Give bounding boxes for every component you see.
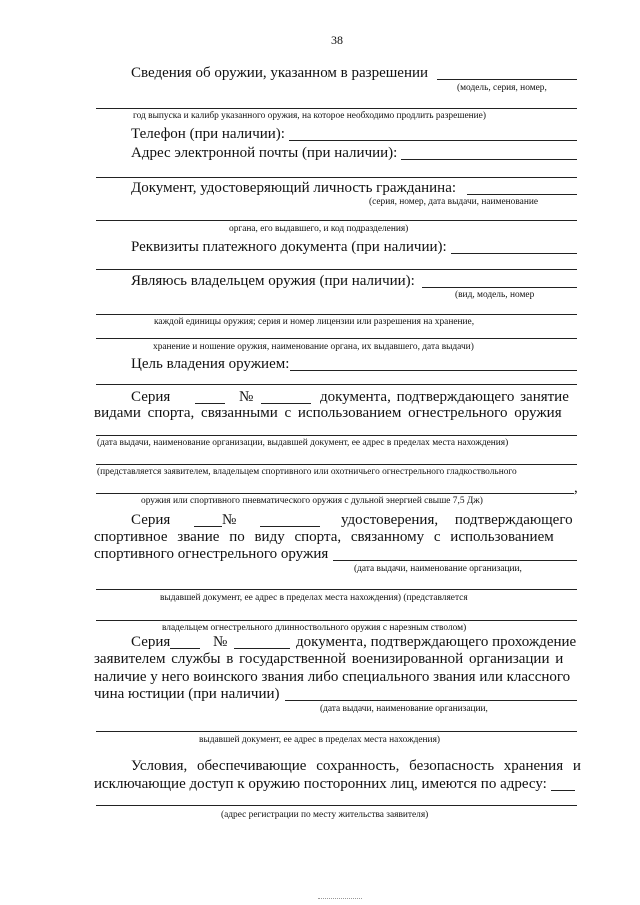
sports-doc-comma: , [574,480,578,496]
sports-rank-number-label: № [222,512,237,528]
sports-rank-hint-3: владельцем огнестрельного длинноствольного оружия с нарезным стволом) [162,623,467,633]
sports-rank-seria-field[interactable] [194,526,222,527]
sports-doc-field[interactable] [96,435,577,436]
sports-rank-field-3[interactable] [96,620,577,621]
sports-rank-text-3: спортивного огнестрельного оружия [94,546,329,562]
weapon-info-hint-2: год выпуска и калибр указанного оружия, на которое необходимо продлить разрешение) [133,111,486,121]
scan-artifact-line [318,898,362,899]
sports-rank-field-2[interactable] [96,589,577,590]
service-doc-seria-field[interactable] [170,648,200,649]
sports-rank-seria-label: Серия [131,512,171,528]
sports-doc-hint-3: оружия или спортивного пневматического оружия с дульной энергией свыше 7,5 Дж) [141,496,483,506]
weapon-owner-hint-3: хранение и ношение оружия, наименование органа, их выдавшего, дата выдачи) [153,342,474,352]
sports-doc-number-label: № [239,389,254,405]
sports-doc-text-2: видами спорта, связанными с использованием огнестрельного оружия [94,405,562,421]
weapon-info-field-2[interactable] [96,108,577,109]
service-doc-number-field[interactable] [234,648,290,649]
phone-label: Телефон (при наличии): [131,126,285,142]
ownership-purpose-field-2[interactable] [96,384,577,385]
sports-doc-hint-1: (дата выдачи, наименование организации, выдавшей документ, ее адрес в пределах места нахождения) [97,438,509,448]
weapon-owner-hint-2: каждой единицы оружия; серия и номер лицензии или разрешения на хранение, [154,317,475,327]
sports-rank-text-1: удостоверения, подтверждающего [341,512,573,528]
service-doc-hint-2: выдавшей документ, ее адрес в пределах места нахождения) [199,735,440,745]
weapon-info-label: Сведения об оружии, указанном в разрешении [131,65,429,81]
sports-rank-number-field[interactable] [260,526,320,527]
ownership-purpose-field[interactable] [290,370,577,371]
sports-rank-text-2: спортивное звание по виду спорта, связанному с использованием [94,529,554,545]
weapon-info-hint-1: (модель, серия, номер, [457,83,547,93]
payment-doc-label: Реквизиты платежного документа (при наличии): [131,239,447,255]
identity-doc-hint-2: органа, его выдавшего, и код подразделения) [229,224,409,234]
identity-doc-label: Документ, удостоверяющий личность гражданина: [131,180,457,196]
payment-doc-field-2[interactable] [96,269,577,270]
service-doc-text-1: документа, подтверждающего прохождение [296,634,577,650]
storage-address-field[interactable] [551,790,575,791]
service-doc-number-label: № [213,634,228,650]
service-doc-text-4: чина юстиции (при наличии) [94,686,280,702]
email-label: Адрес электронной почты (при наличии): [131,145,398,161]
service-doc-field[interactable] [285,700,577,701]
identity-doc-hint-1: (серия, номер, дата выдачи, наименование [369,197,539,207]
sports-doc-hint-2: (представляется заявителем, владельцем спортивного или охотничьего огнестрельного гладкоствольного [97,467,517,477]
storage-conditions-text-2: исключающие доступ к оружию посторонних лиц, имеются по адресу: [94,776,547,792]
sports-doc-field-3[interactable] [96,493,574,494]
sports-rank-hint-2: выдавшей документ, ее адрес в пределах места нахождения) (представляется [160,593,468,603]
ownership-purpose-label: Цель владения оружием: [131,356,290,372]
email-field-2[interactable] [96,177,577,178]
sports-doc-field-2[interactable] [96,464,577,465]
weapon-owner-label: Являюсь владельцем оружия (при наличии): [131,273,415,289]
weapon-owner-hint-1: (вид, модель, номер [455,290,535,300]
service-doc-seria-label: Серия [131,634,171,650]
weapon-owner-field-3[interactable] [96,338,577,339]
sports-rank-hint-1: (дата выдачи, наименование организации, [354,564,522,574]
storage-address-hint: (адрес регистрации по месту жительства заявителя) [221,810,429,820]
service-doc-hint-1: (дата выдачи, наименование организации, [320,704,488,714]
storage-address-field-2[interactable] [96,805,577,806]
identity-doc-field-2[interactable] [96,220,577,221]
weapon-owner-field[interactable] [422,287,577,288]
service-doc-text-2: заявителем службы в государственной военизированной организации и [94,651,564,667]
phone-field[interactable] [289,140,577,141]
sports-rank-field[interactable] [333,560,577,561]
weapon-owner-field-2[interactable] [96,314,577,315]
service-doc-text-3: наличие у него воинского звания либо специального звания или классного [94,669,571,685]
service-doc-field-2[interactable] [96,731,577,732]
email-field[interactable] [401,159,577,160]
sports-doc-text-1: документа, подтверждающего занятие [320,389,569,405]
page-number: 38 [331,33,343,47]
storage-conditions-text-1: Условия, обеспечивающие сохранность, безопасность хранения и [131,758,581,774]
sports-doc-number-field[interactable] [261,403,311,404]
sports-doc-seria-label: Серия [131,389,171,405]
weapon-info-field[interactable] [437,79,577,80]
identity-doc-field[interactable] [467,194,577,195]
sports-doc-seria-field[interactable] [195,403,225,404]
payment-doc-field[interactable] [451,253,577,254]
